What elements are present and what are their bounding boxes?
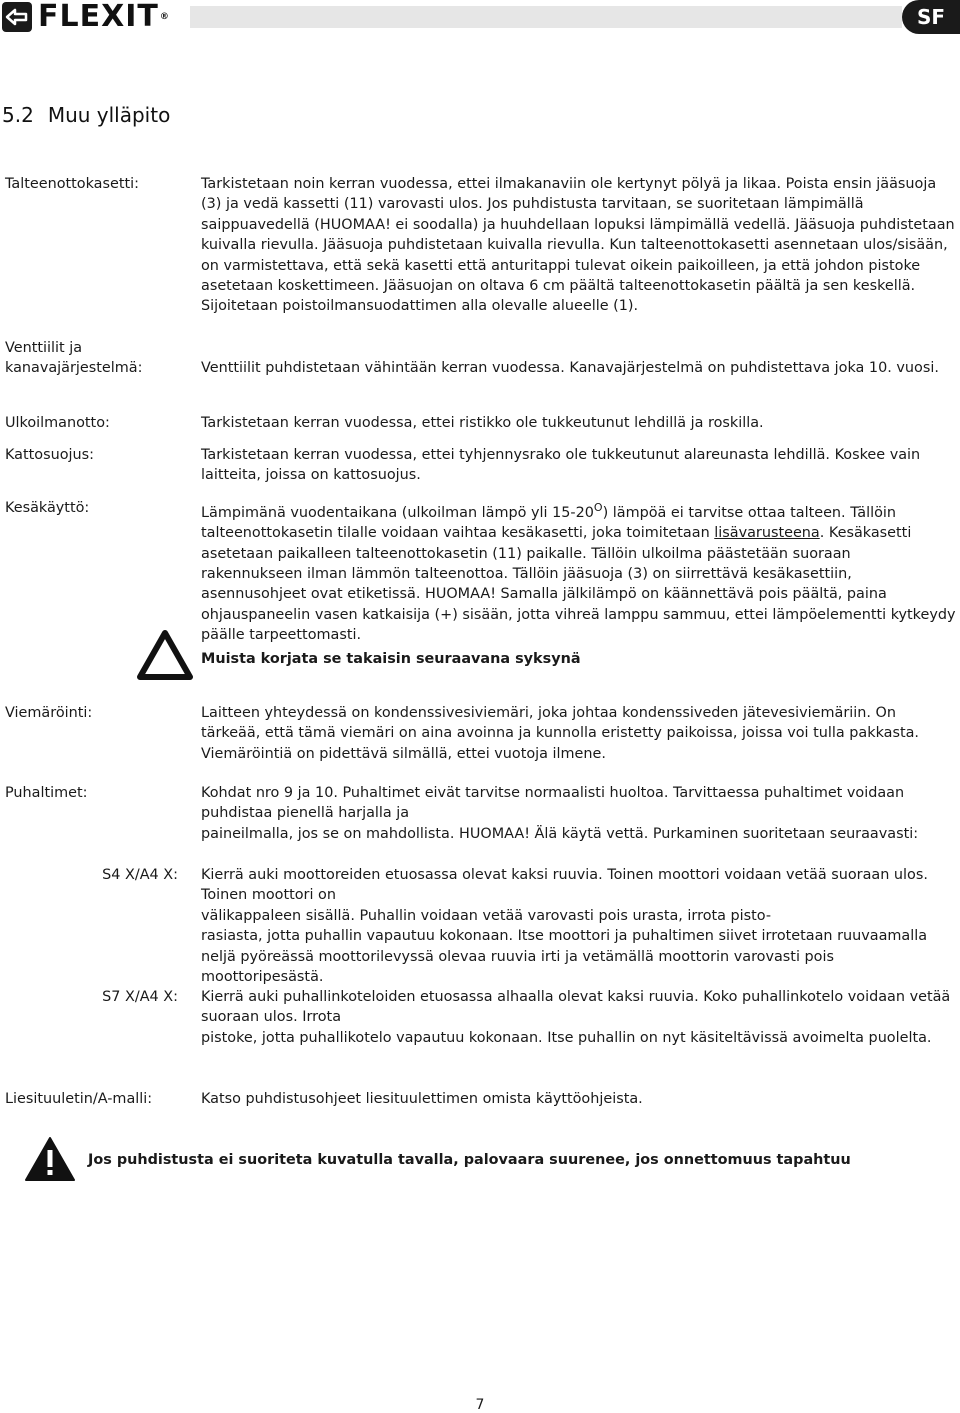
entry-text: Venttiilit puhdistetaan vähintään kerran vuodessa. Kanavajärjestelmä on puhdistettava joka 10. vuosi. [201, 360, 939, 376]
entry-label: Kesäkäyttö: [5, 500, 90, 516]
entry-label: Talteenottokasetti: [5, 176, 139, 192]
entry-label: Ulkoilmanotto: [5, 415, 110, 431]
entry-text: Tarkistetaan noin kerran vuodessa, ettei ilmakanaviin ole kertynyt pölyä ja likaa. Poista ensin jääsuoja (3) ja vedä kassetti (11) varovasti ulos. Jos puhdistusta tarvitaan, se suoritetaan lämpimällä saippuavedellä (HUOMAA! ei soodalla) ja huuhdellaan lopuksi lämpimällä vedellä. Jääsuoja puhdistetaan kuivalla rievulla. Jääsuoja puhdistetaan kuivalla rievulla. Kun talteenottokasetti asennetaan ulos/sisään, on varmistettava, että sekä kasetti että anturitappi tulevat oikein paikoilleen, ja että johdon pistoke asetetaan koskettimeen. Jääsuojan on oltava 6 cm päältä talteenottokasetin päältä ja sen keskellä. Sijoitetaan poistoilmansuodattimen alla olevalle alueelle (1). [201, 176, 955, 315]
entry-text: Kierrä auki puhallinkoteloiden etuosassa alhaalla olevat kaksi ruuvia. Koko puhallinkotelo voidaan vetää suoraan ulos. Irrota pistoke, jotta puhallikotelo vapautuu kokonaan. Itse puhallin on nyt käsiteltävissä avoimelta puolelta. [201, 989, 951, 1046]
section-heading: Muu ylläpito [47, 103, 171, 127]
entry-text: Katso puhdistusohjeet liesituulettimen omista käyttöohjeista. [201, 1091, 643, 1107]
brand-name: FLEXIT® [38, 0, 170, 34]
entry-text: Kierrä auki moottoreiden etuosassa olevat kaksi ruuvia. Toinen moottori voidaan vetää suoraan ulos. Toinen moottori on välikappaleen sisällä. Puhallin voidaan vetää varovasti pois urasta, irrota pisto- rasiasta, jotta puhallin vapautuu kokonaan. Itse moottori ja puhaltimen siivet irrotetaan ruuvaamalla neljä pyöreässä moottorilevyssä olevaa ruuvia irti ja vetämällä moottorin varovasti pois moottoripesästä. [201, 867, 928, 986]
section-title [2, 103, 170, 127]
warning-triangle-icon [24, 1136, 76, 1182]
brand-logo [2, 2, 170, 32]
entry-label: Liesituuletin/A-malli: [5, 1091, 153, 1107]
final-warning: Jos puhdistusta ei suoriteta kuvatulla tavalla, palovaara suurenee, jos onnettomuus tapahtuu [88, 1152, 851, 1168]
entry-text: Tarkistetaan kerran vuodessa, ettei ristikko ole tukkeutunut lehdillä ja roskilla. [201, 415, 764, 431]
page-header [0, 0, 960, 36]
entry-label: Kattosuojus: [5, 447, 94, 463]
language-badge: SF [902, 0, 960, 34]
entry-text: Tarkistetaan kerran vuodessa, ettei tyhjennysrako ole tukkeutunut alareunasta lehdillä. Koskee vain laitteita, joissa on kattosuojus. [201, 447, 921, 484]
entry-text: Laitteen yhteydessä on kondenssivesiviemäri, joka johtaa kondenssiveden jätevesiviemäriin. On tärkeää, että tämä viemäri on aina avoinna ja kunnolla eristetty paikoissa, joissa voi tulla pakkasta. Viemäröintiä on pidettävä silmällä, ettei vuotoja ilmene. [201, 705, 919, 762]
page-number: 7 [475, 1397, 485, 1413]
entry-label: S4 X/A4 X: [102, 867, 178, 883]
entry-label: Viemäröinti: [5, 705, 93, 721]
section-number: 5.2 [2, 103, 34, 127]
flexit-logo-icon [2, 2, 32, 32]
entry-label: Puhaltimet: [5, 785, 88, 801]
header-bar [190, 6, 902, 28]
entry-label: S7 X/A4 X: [102, 989, 178, 1005]
warning-triangle-icon [137, 629, 193, 681]
lisavaruste-link[interactable]: lisävarusteena [714, 525, 820, 542]
entry-label: Venttiilit ja kanavajärjestelmä: [5, 340, 143, 377]
entry-text: Kohdat nro 9 ja 10. Puhaltimet eivät tarvitse normaalisti huoltoa. Tarvittaessa puhaltimet voidaan puhdistaa pienellä harjalla ja paineilmalla, jos se on mahdollista. HUOMAA! Älä käytä vettä. Purkaminen suoritetaan seuraavasti: [201, 785, 919, 842]
entry-text: Lämpimänä vuodentaikana (ulkoilman lämpö yli $15-20^O$) lämpöä ei tarvitse ottaa talteen. Tällöin talteenottokasetin tilalle voidaan vaihtaa kesäkasetti, joka toimitetaan lisävarusteena. Kesäkasetti asetetaan paikalleen talteenottokasetin (11) paikalle. Tällöin ulkoilma päästetään suoraan rakennukseen ilman lämmön talteenottoa. Tällöin jääsuoja (3) on siirrettävä kesäkasettiin, asennusohjeet ovat etiketissä. HUOMAA! Samalla jälkilämpö on käännettävä pois päältä, paina ohjauspaneelin vasen katkaisija (+) sisään, jotta vihreä lamppu sammuu, ettei lämpöelementti kytkeydy päälle tarpeettomasti. [201, 501, 956, 644]
